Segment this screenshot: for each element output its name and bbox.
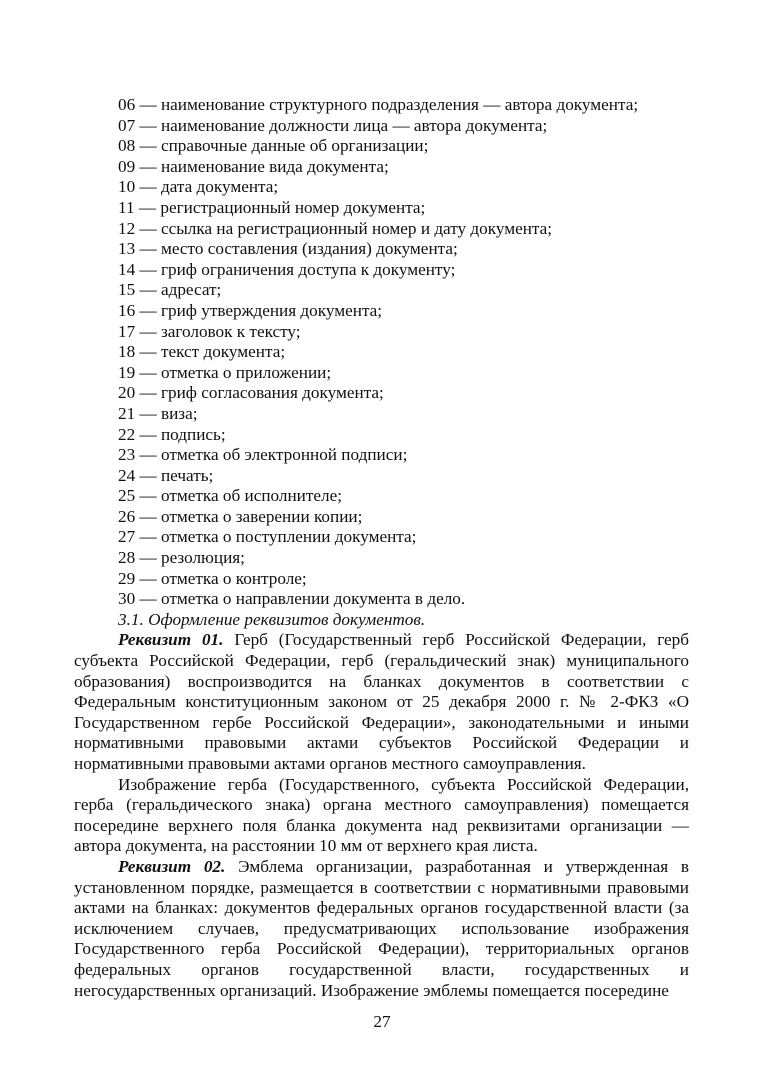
item-number: 06 [118,95,136,114]
item-separator: — [135,95,161,114]
item-separator: — [135,568,161,588]
paragraph-requisite-02 [74,857,689,1001]
item-separator: — [135,548,161,568]
page-number: 27 [373,1012,391,1031]
item-text: отметка о контроле; [160,568,307,588]
item-text: отметка о приложении; [160,362,332,382]
item-text: место составления (издания) документа; [160,239,458,259]
section-heading: 3.1. Оформление реквизитов документов. [118,609,426,629]
item-number: 18 [118,342,136,362]
item-number: 16 [118,300,136,320]
item-separator: — [135,259,161,279]
list-item [74,404,689,425]
item-number: 10 [118,177,136,197]
item-number: 14 [118,259,136,279]
item-number: 12 [118,218,136,238]
list-item [74,301,689,322]
requisites-list [74,95,689,610]
item-separator: — [135,403,161,423]
list-item [74,260,689,281]
item-separator: — [135,424,161,444]
item-number: 30 [118,589,136,609]
item-separator: — [135,506,161,526]
item-separator: — [135,321,161,341]
list-item [74,136,689,157]
item-separator: — [135,465,161,485]
list-item [74,322,689,343]
item-separator: — [135,136,161,156]
item-separator: — [135,383,161,403]
item-separator: — [135,156,161,176]
item-text: наименование структурного подразделения — автора документа; [160,95,639,114]
item-text: отметка об электронной подписи; [160,445,408,465]
item-separator: — [135,527,161,547]
item-text: заголовок к тексту; [160,321,301,341]
item-text: наименование вида документа; [160,156,389,176]
list-item [74,445,689,466]
item-text: наименование должности лица — автора документа; [160,115,548,135]
item-number: 13 [118,239,136,259]
list-item [74,95,689,116]
item-separator: — [134,197,161,217]
item-text: печать; [160,465,214,485]
requisite-label: Реквизит 01. [118,630,224,650]
item-number: 23 [118,445,136,465]
list-item [74,116,689,137]
list-item [74,507,689,528]
item-text: подпись; [160,424,226,444]
list-item [74,425,689,446]
item-separator: — [135,115,161,135]
item-separator: — [135,486,161,506]
item-text: отметка о поступлении документа; [160,527,417,547]
list-item [74,280,689,301]
item-text: текст документа; [160,342,286,362]
list-item [74,527,689,548]
item-separator: — [135,218,161,238]
list-item [74,383,689,404]
item-text: гриф ограничения доступа к документу; [160,259,456,279]
document-page [74,95,689,1001]
item-separator: — [135,362,161,382]
list-item [74,548,689,569]
item-text: регистрационный номер документа; [160,197,426,217]
item-number: 19 [118,362,136,382]
item-number: 11 [118,197,135,217]
item-number: 22 [118,424,136,444]
item-number: 15 [118,280,136,300]
item-separator: — [135,280,161,300]
list-item [74,569,689,590]
list-item [74,589,689,610]
list-item [74,198,689,219]
item-number: 29 [118,568,136,588]
item-separator: — [135,177,161,197]
paragraph-coat-of-arms-placement [74,775,689,857]
item-text: справочные данные об организации; [160,136,429,156]
item-number: 21 [118,403,136,423]
item-text: резолюция; [160,548,245,568]
item-number: 26 [118,506,136,526]
list-item [74,486,689,507]
paragraph-text: Герб (Государственный герб Российской Федерации, герб субъекта Российской Федерации, герб (геральдический знак) муниципального образования) воспроизводится на бланках документов в соответствии с Федеральным конституционным законом от 25 декабря 2000 г. № 2-ФКЗ «О Государственном гербе Российской Федерации», законодательными и иными нормативными правовыми актами субъектов Российской Федерации и нормативными правовыми актами органов местного самоуправления. [74,630,689,773]
list-item [74,363,689,384]
list-item [74,177,689,198]
item-separator: — [135,300,161,320]
item-text: гриф утверждения документа; [160,300,383,320]
paragraph-text: Эмблема организации, разработанная и утвержденная в установленном порядке, размещается в соответствии с нормативными правовыми актами на бланках: документов федеральных органов государственной власти (за исключением случаев, предусматривающих использование изображения Государственного герба Российской Федерации), территориальных органов федеральных органов государственной власти, государственных и негосударственных организаций. Изображение эмблемы помещается посередине [74,856,689,1000]
item-separator: — [135,589,161,609]
item-text: отметка о заверении копии; [160,506,363,526]
list-item [74,342,689,363]
list-item [74,219,689,240]
item-text: дата документа; [160,177,279,197]
list-item [74,157,689,178]
item-number: 27 [118,527,136,547]
item-number: 20 [118,383,136,403]
paragraph-requisite-01 [74,630,689,774]
paragraph-text: Изображение герба (Государственного, субъекта Российской Федерации, герба (геральдического знака) органа местного самоуправления) помещается посередине верхнего поля бланка документа над реквизитами организации — автора документа, на расстоянии 10 мм от верхнего края листа. [74,774,689,856]
item-number: 09 [118,156,136,176]
item-text: отметка о направлении документа в дело. [160,589,466,609]
item-text: виза; [160,403,198,423]
item-number: 08 [118,136,136,156]
item-number: 25 [118,486,136,506]
item-text: ссылка на регистрационный номер и дату документа; [160,218,553,238]
item-text: отметка об исполнителе; [160,486,342,506]
item-number: 07 [118,115,136,135]
list-item [74,466,689,487]
item-number: 17 [118,321,136,341]
item-number: 24 [118,465,136,485]
item-separator: — [135,239,161,259]
requisite-label: Реквизит 02. [118,856,226,876]
item-separator: — [135,445,161,465]
item-text: адресат; [160,280,222,300]
item-separator: — [135,342,161,362]
item-number: 28 [118,548,136,568]
list-item [74,239,689,260]
item-text: гриф согласования документа; [160,383,384,403]
